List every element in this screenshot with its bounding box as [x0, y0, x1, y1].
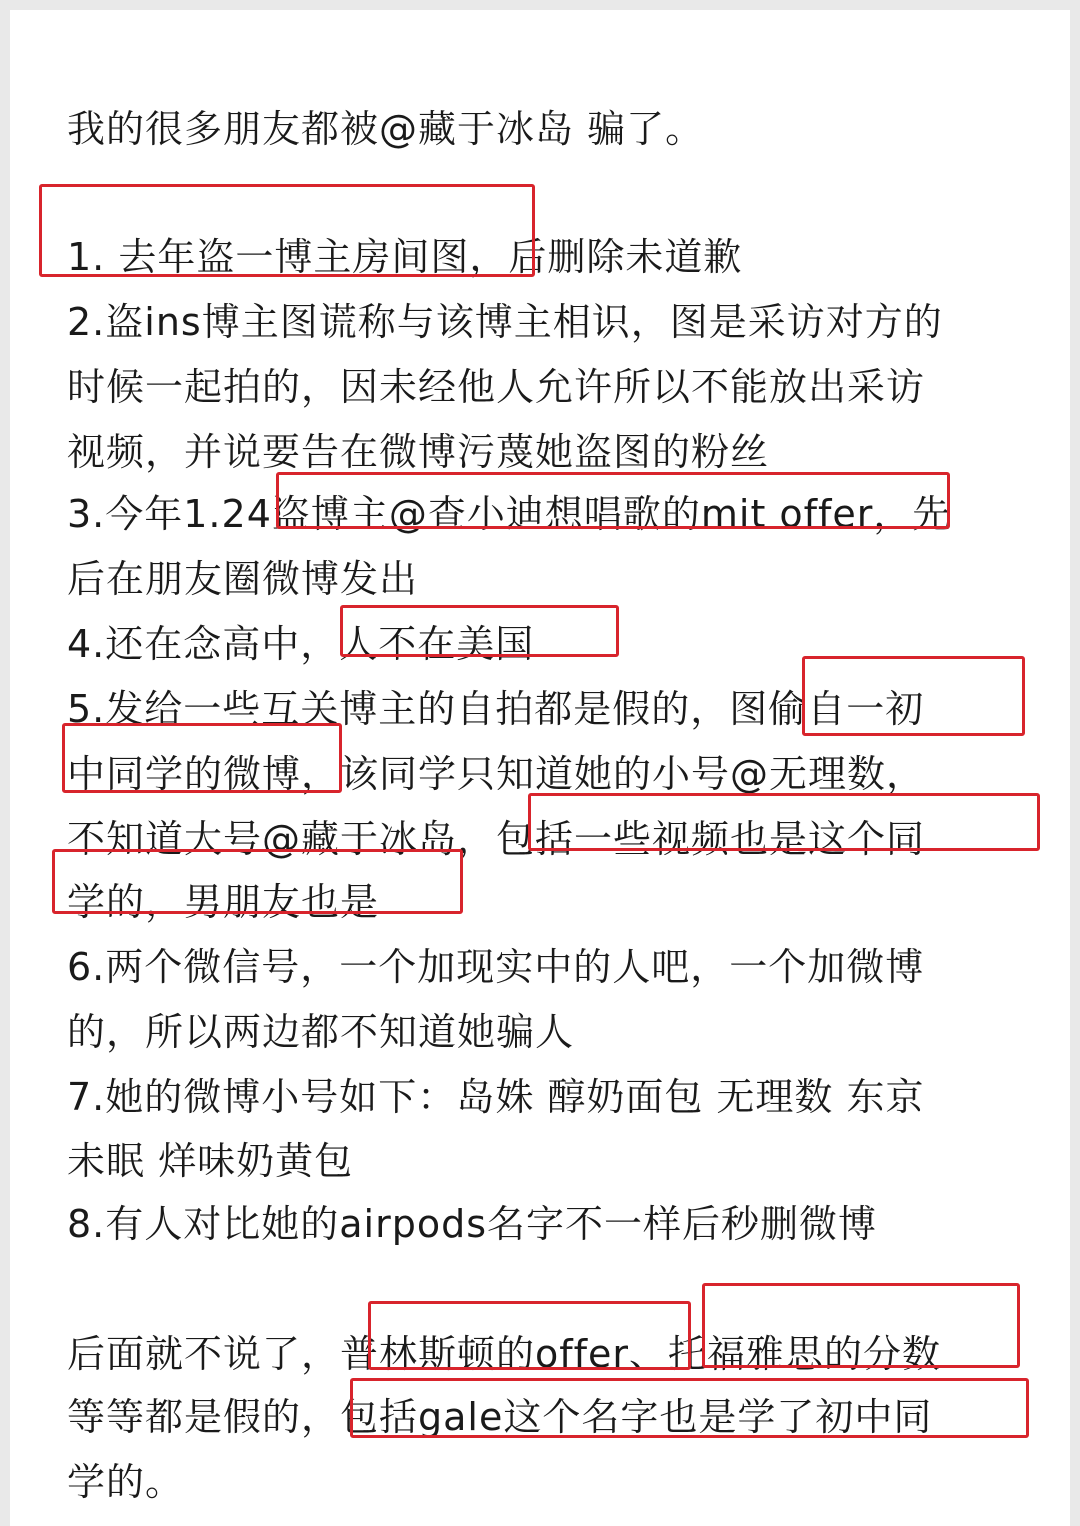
list-item-1: 1. 去年盗一博主房间图，后删除未道歉 [67, 235, 743, 279]
list-item-6-cont: 的，所以两边都不知道她骗人 [67, 1010, 575, 1054]
list-item-6: 6.两个微信号，一个加现实中的人吧，一个加微博 [67, 945, 925, 989]
list-item-3: 3.今年1.24盗博主@查小迪想唱歌的mit offer，先 [67, 492, 952, 536]
list-item-2-cont-1: 时候一起拍的，因未经他人允许所以不能放出采访 [67, 365, 926, 409]
list-item-5-cont-2: 不知道大号@藏于冰岛，包括一些视频也是这个同 [67, 817, 926, 861]
list-item-7: 7.她的微博小号如下：岛姝 醇奶面包 无理数 东京 [67, 1075, 925, 1119]
list-item-8: 8.有人对比她的airpods名字不一样后秒删微博 [67, 1202, 878, 1246]
outro-line-2: 等等都是假的，包括gale这个名字也是学了初中同 [67, 1395, 933, 1439]
outro-line-1: 后面就不说了，普林斯顿的offer、托福雅思的分数 [67, 1332, 942, 1376]
list-item-2-cont-2: 视频，并说要告在微博污蔑她盗图的粉丝 [67, 430, 770, 474]
list-item-7-cont: 未眠 烊味奶黄包 [67, 1139, 354, 1183]
list-item-5: 5.发给一些互关博主的自拍都是假的，图偷自一初 [67, 687, 925, 731]
post-card [10, 10, 1070, 1526]
list-item-5-cont-1: 中同学的微博，该同学只知道她的小号@无理数， [67, 752, 926, 796]
list-item-4: 4.还在念高中，人不在美国 [67, 622, 535, 666]
list-item-5-cont-3: 学的，男朋友也是 [67, 880, 380, 924]
list-item-3-cont: 后在朋友圈微博发出 [67, 557, 419, 601]
intro-line: 我的很多朋友都被@藏于冰岛 骗了。 [67, 107, 705, 151]
list-item-2: 2.盗ins博主图谎称与该博主相识，图是采访对方的 [67, 300, 943, 344]
outro-line-3: 学的。 [67, 1460, 185, 1504]
